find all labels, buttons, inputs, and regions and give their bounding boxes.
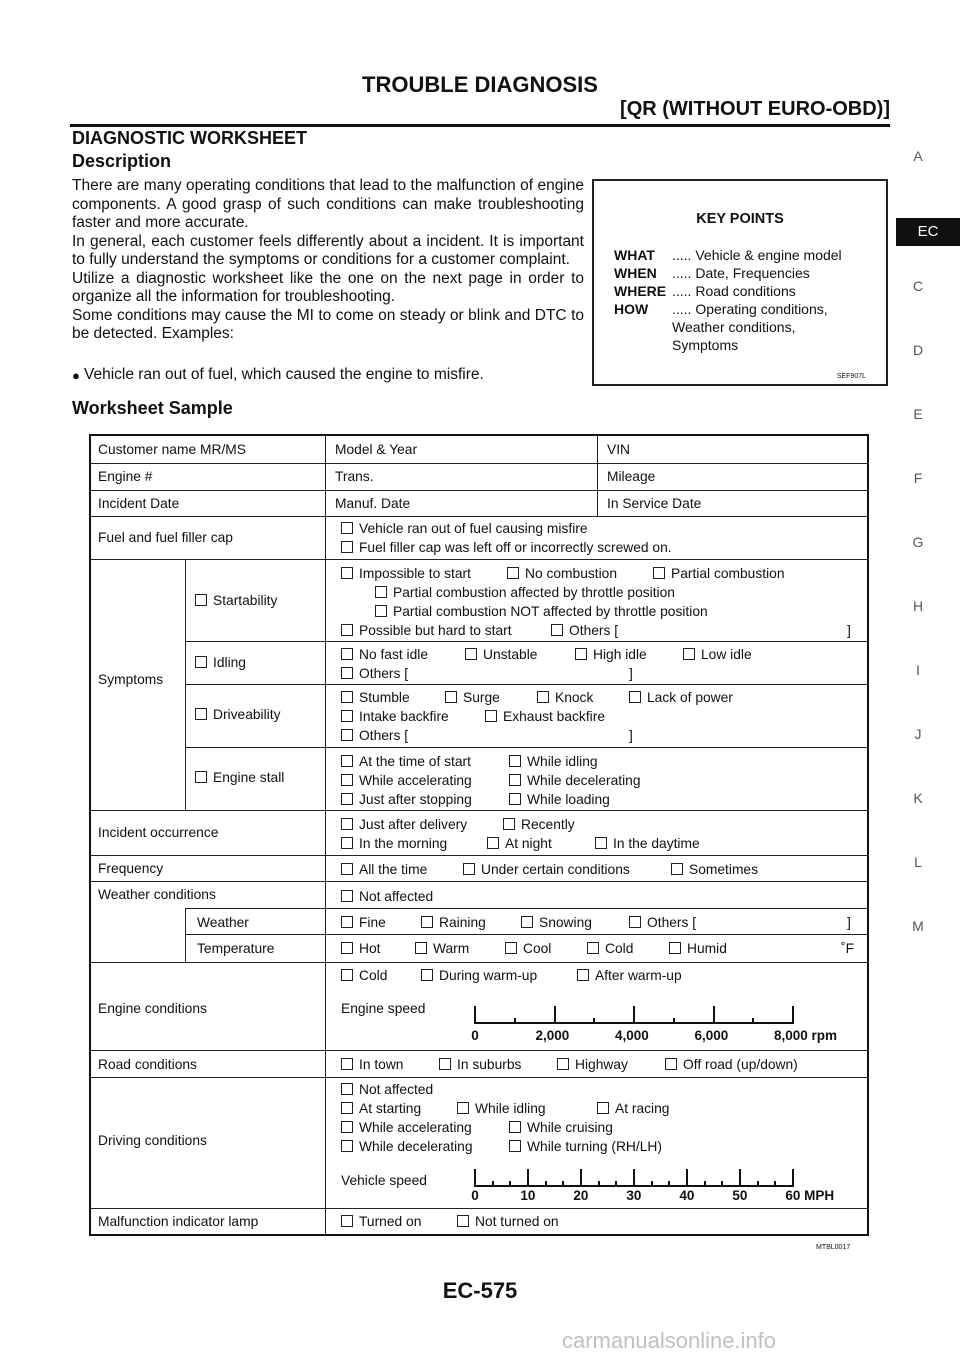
description-paragraph: There are many operating conditions that lead to the malfunction of engine components. A good grasp of such conditions can make troubleshooting faster and more accurate. xyxy=(72,177,584,231)
checkbox-option: Just after delivery xyxy=(341,817,467,832)
scale-tick xyxy=(792,1006,794,1024)
scale-tick xyxy=(554,1006,556,1024)
section-index-item[interactable]: G xyxy=(912,534,924,550)
section-index-item[interactable]: M xyxy=(912,918,924,934)
scale-label: 8,000 rpm xyxy=(774,1028,838,1043)
scale-label: 20 xyxy=(573,1188,589,1203)
checkbox-option: Warm xyxy=(415,941,469,956)
bracket-close: ] xyxy=(629,666,633,681)
table-rule xyxy=(91,1208,867,1209)
scale-tick xyxy=(514,1018,516,1024)
scale-tick xyxy=(527,1169,529,1187)
checkbox-option: Cool xyxy=(505,941,551,956)
checkbox-option: Others [ xyxy=(629,915,696,930)
checkbox-icon xyxy=(653,567,665,579)
section-index-item[interactable]: I xyxy=(916,662,920,678)
section-index-item[interactable]: D xyxy=(912,342,924,358)
diagnostic-worksheet xyxy=(89,434,869,1236)
checkbox-option: Others [ xyxy=(341,666,408,681)
checkbox-option: While accelerating xyxy=(341,1120,472,1135)
checkbox-icon xyxy=(457,1215,469,1227)
checkbox-option: Fine xyxy=(341,915,386,930)
key-point-row xyxy=(614,265,810,281)
description-paragraph: Some conditions may cause the MI to come on steady or blink and DTC to be detected. Examples: xyxy=(72,306,584,342)
scale-tick xyxy=(668,1181,670,1187)
checkbox-icon xyxy=(341,729,353,741)
checkbox-option: Cold xyxy=(587,941,633,956)
checkbox-option: High idle xyxy=(575,647,647,662)
checkbox-option: At night xyxy=(487,836,552,851)
field-label: Vehicle speed xyxy=(341,1173,427,1188)
checkbox-icon xyxy=(597,1102,609,1114)
scale-label: 4,000 xyxy=(615,1028,649,1043)
checkbox-icon xyxy=(551,624,563,636)
field-label: Symptoms xyxy=(98,672,164,687)
checkbox-icon xyxy=(341,916,353,928)
field-label: Mileage xyxy=(607,469,656,484)
section-index-item[interactable]: E xyxy=(913,406,923,422)
checkbox-option: Turned on xyxy=(341,1214,421,1229)
checkbox-option: All the time xyxy=(341,862,427,877)
scale-tick xyxy=(474,1006,476,1024)
checkbox-icon xyxy=(341,942,353,954)
checkbox-icon xyxy=(509,793,521,805)
scale-label: 40 xyxy=(679,1188,695,1203)
field-label: Trans. xyxy=(335,469,374,484)
field-label: Engine # xyxy=(98,469,153,484)
checkbox-icon xyxy=(195,708,207,720)
checkbox-icon xyxy=(415,942,427,954)
section-index-item[interactable]: J xyxy=(914,726,922,742)
key-point-value: ..... Date, Frequencies xyxy=(672,265,810,281)
scale-tick xyxy=(509,1181,511,1187)
field-label: In Service Date xyxy=(607,496,702,511)
checkbox-option: Exhaust backfire xyxy=(485,709,605,724)
checkbox-option: Vehicle ran out of fuel causing misfire xyxy=(341,521,588,536)
checkbox-icon xyxy=(629,916,641,928)
scale-tick xyxy=(562,1181,564,1187)
scale-tick xyxy=(580,1169,582,1187)
worksheet-heading: Worksheet Sample xyxy=(72,398,233,418)
key-point-row xyxy=(614,337,738,353)
scale-tick xyxy=(721,1181,723,1187)
field-label: Temperature xyxy=(197,941,275,956)
temperature-unit: ˚F xyxy=(841,941,855,956)
checkbox-option: While idling xyxy=(457,1101,546,1116)
scale-tick xyxy=(633,1006,635,1024)
checkbox-icon xyxy=(195,771,207,783)
key-point-row xyxy=(614,319,795,335)
checkbox-option: Partial combustion xyxy=(653,566,785,581)
checkbox-icon xyxy=(683,648,695,660)
scale-tick xyxy=(686,1169,688,1187)
key-point-key: WHAT xyxy=(614,247,655,263)
checkbox-icon xyxy=(457,1102,469,1114)
scale-label: 2,000 xyxy=(535,1028,570,1043)
checkbox-icon xyxy=(341,1058,353,1070)
checkbox-icon xyxy=(507,567,519,579)
checkbox-option: Not turned on xyxy=(457,1214,559,1229)
checkbox-icon xyxy=(341,648,353,660)
section-title: DIAGNOSTIC WORKSHEET xyxy=(72,128,308,148)
field-label: Fuel and fuel filler cap xyxy=(98,530,233,545)
checkbox-icon xyxy=(341,1102,353,1114)
scale-tick xyxy=(545,1181,547,1187)
checkbox-option: At racing xyxy=(597,1101,669,1116)
description-text xyxy=(72,177,584,344)
checkbox-icon xyxy=(341,710,353,722)
field-label: Road conditions xyxy=(98,1057,197,1072)
checkbox-option: During warm-up xyxy=(421,968,537,983)
key-points-title: KEY POINTS xyxy=(696,211,784,227)
checkbox-option: Unstable xyxy=(465,647,537,662)
checkbox-icon xyxy=(665,1058,677,1070)
checkbox-option: While decelerating xyxy=(509,773,641,788)
table-rule xyxy=(185,934,867,935)
checkbox-option: While turning (RH/LH) xyxy=(509,1139,662,1154)
scale-label: 0 xyxy=(471,1028,479,1043)
checkbox-icon xyxy=(341,755,353,767)
checkbox-icon xyxy=(341,863,353,875)
checkbox-icon xyxy=(509,1140,521,1152)
checkbox-icon xyxy=(341,624,353,636)
table-rule xyxy=(185,641,867,642)
checkbox-icon xyxy=(341,969,353,981)
bracket-close: ] xyxy=(847,623,851,638)
scale-label: 60 MPH xyxy=(785,1188,835,1203)
key-point-row xyxy=(614,247,842,263)
table-rule xyxy=(91,855,867,856)
scale-label: 6,000 xyxy=(694,1028,729,1043)
field-label: Malfunction indicator lamp xyxy=(98,1214,259,1229)
checkbox-option: Driveability xyxy=(195,707,280,722)
scale-tick xyxy=(739,1169,741,1187)
checkbox-icon xyxy=(421,969,433,981)
field-label: Incident Date xyxy=(98,496,180,511)
checkbox-option: Partial combustion NOT affected by throttle position xyxy=(375,604,708,619)
table-rule xyxy=(91,559,867,560)
bracket-close: ] xyxy=(847,915,851,930)
checkbox-icon xyxy=(341,567,353,579)
description-bullet: Vehicle ran out of fuel, which caused the engine to misfire. xyxy=(84,366,484,383)
table-rule xyxy=(91,881,867,882)
description-paragraph: Utilize a diagnostic worksheet like the one on the next page in order to organize all the information for troubleshooting. xyxy=(72,269,584,305)
checkbox-icon xyxy=(505,942,517,954)
key-point-row xyxy=(614,283,796,299)
checkbox-option: Highway xyxy=(557,1057,628,1072)
checkbox-icon xyxy=(587,942,599,954)
checkbox-icon xyxy=(341,1121,353,1133)
scale-tick xyxy=(752,1018,754,1024)
checkbox-icon xyxy=(557,1058,569,1070)
checkbox-icon xyxy=(503,818,515,830)
checkbox-icon xyxy=(465,648,477,660)
checkbox-icon xyxy=(509,755,521,767)
checkbox-option: Not affected xyxy=(341,889,433,904)
scale-tick xyxy=(633,1169,635,1187)
checkbox-icon xyxy=(577,969,589,981)
section-index-item[interactable]: H xyxy=(912,598,924,614)
key-point-key: WHEN xyxy=(614,265,657,281)
field-label: VIN xyxy=(607,442,630,457)
checkbox-icon xyxy=(341,1215,353,1227)
checkbox-option: Intake backfire xyxy=(341,709,449,724)
watermark: carmanualsonline.info xyxy=(562,1328,777,1353)
checkbox-icon xyxy=(509,774,521,786)
scale-tick xyxy=(598,1181,600,1187)
field-label: Engine speed xyxy=(341,1001,426,1016)
description-heading: Description xyxy=(72,151,172,171)
checkbox-option: Stumble xyxy=(341,690,410,705)
checkbox-icon xyxy=(341,1083,353,1095)
field-label: Driving conditions xyxy=(98,1133,207,1148)
checkbox-option: In the morning xyxy=(341,836,447,851)
checkbox-icon xyxy=(341,1140,353,1152)
checkbox-option: While idling xyxy=(509,754,598,769)
key-point-value: Weather conditions, xyxy=(672,319,796,335)
checkbox-option: Cold xyxy=(341,968,387,983)
checkbox-icon xyxy=(195,594,207,606)
scale-tick xyxy=(792,1169,794,1187)
section-index-item[interactable]: F xyxy=(913,470,923,486)
table-rule xyxy=(185,684,867,685)
scale-tick xyxy=(492,1181,494,1187)
checkbox-option: Surge xyxy=(445,690,500,705)
checkbox-option: No combustion xyxy=(507,566,617,581)
figure-code: SEF907L xyxy=(836,373,866,380)
field-label: Engine conditions xyxy=(98,1001,207,1016)
key-point-key: HOW xyxy=(614,301,649,317)
field-label: Frequency xyxy=(98,861,164,876)
table-rule xyxy=(185,908,867,909)
section-index-item-active[interactable]: EC xyxy=(896,218,960,246)
section-index-item[interactable]: C xyxy=(912,278,924,294)
table-rule xyxy=(91,490,867,491)
engine-speed-scale xyxy=(475,1006,793,1024)
checkbox-icon xyxy=(341,818,353,830)
section-index-item[interactable]: A xyxy=(913,148,923,164)
checkbox-icon xyxy=(341,837,353,849)
checkbox-option: Possible but hard to start xyxy=(341,623,512,638)
checkbox-option: Humid xyxy=(669,941,727,956)
table-rule xyxy=(91,1077,867,1078)
checkbox-option: At the time of start xyxy=(341,754,471,769)
checkbox-option: While cruising xyxy=(509,1120,613,1135)
key-point-value: ..... Operating conditions, xyxy=(672,301,828,317)
checkbox-icon xyxy=(485,710,497,722)
scale-tick xyxy=(593,1018,595,1024)
field-label: Manuf. Date xyxy=(335,496,411,511)
checkbox-icon xyxy=(487,837,499,849)
checkbox-option: Partial combustion affected by throttle position xyxy=(375,585,675,600)
checkbox-icon xyxy=(629,691,641,703)
checkbox-icon xyxy=(575,648,587,660)
table-rule xyxy=(91,1050,867,1051)
checkbox-icon xyxy=(375,605,387,617)
checkbox-option: Others [ xyxy=(551,623,618,638)
checkbox-option: Recently xyxy=(503,817,575,832)
key-point-key: WHERE xyxy=(614,283,667,299)
checkbox-icon xyxy=(521,916,533,928)
checkbox-icon xyxy=(375,586,387,598)
checkbox-option: Raining xyxy=(421,915,486,930)
checkbox-icon xyxy=(341,793,353,805)
checkbox-option: In town xyxy=(341,1057,403,1072)
scale-tick xyxy=(713,1006,715,1024)
table-rule xyxy=(91,962,867,963)
checkbox-icon xyxy=(445,691,457,703)
table-rule xyxy=(597,436,598,516)
checkbox-option: After warm-up xyxy=(577,968,682,983)
page-number: EC-575 xyxy=(442,1278,518,1303)
checkbox-option: Startability xyxy=(195,593,277,608)
checkbox-option: No fast idle xyxy=(341,647,428,662)
key-points-box xyxy=(592,179,888,386)
figure-code: MTBL0017 xyxy=(816,1244,851,1251)
table-rule xyxy=(91,463,867,464)
checkbox-option: Not affected xyxy=(341,1082,433,1097)
vehicle-speed-scale xyxy=(475,1169,793,1187)
table-rule xyxy=(325,436,326,1236)
checkbox-icon xyxy=(421,916,433,928)
checkbox-icon xyxy=(341,890,353,902)
page-header-subtitle: [QR (WITHOUT EURO-OBD)] xyxy=(620,98,890,120)
key-point-value: Symptoms xyxy=(672,337,739,353)
scale-tick xyxy=(673,1018,675,1024)
field-label: Model & Year xyxy=(335,442,418,457)
scale-label: 30 xyxy=(626,1188,642,1203)
scale-tick xyxy=(474,1169,476,1187)
checkbox-option: While decelerating xyxy=(341,1139,473,1154)
field-label: Customer name MR/MS xyxy=(98,442,246,457)
table-rule xyxy=(185,747,867,748)
checkbox-option: Lack of power xyxy=(629,690,733,705)
checkbox-icon xyxy=(341,667,353,679)
checkbox-icon xyxy=(341,774,353,786)
bullet-icon: ● xyxy=(72,368,80,383)
checkbox-icon xyxy=(669,942,681,954)
checkbox-option: Idling xyxy=(195,655,246,670)
section-index-item[interactable]: L xyxy=(914,854,922,870)
checkbox-option: Just after stopping xyxy=(341,792,472,807)
checkbox-icon xyxy=(537,691,549,703)
scale-tick xyxy=(774,1181,776,1187)
scale-label: 10 xyxy=(520,1188,536,1203)
checkbox-option: Impossible to start xyxy=(341,566,471,581)
field-label: Weather conditions xyxy=(98,887,216,902)
checkbox-option: Engine stall xyxy=(195,770,284,785)
scale-label: 50 xyxy=(732,1188,748,1203)
checkbox-option: Snowing xyxy=(521,915,592,930)
table-rule xyxy=(91,516,867,517)
checkbox-icon xyxy=(341,522,353,534)
table-rule xyxy=(91,810,867,811)
bracket-close: ] xyxy=(629,728,633,743)
table-rule xyxy=(185,908,186,962)
scale-tick xyxy=(757,1181,759,1187)
checkbox-icon xyxy=(341,541,353,553)
description-paragraph: In general, each customer feels differently about a incident. It is important to fully understand the symptoms or conditions for a customer complaint. xyxy=(72,232,584,268)
section-index-item[interactable]: K xyxy=(913,790,923,806)
checkbox-option: Sometimes xyxy=(671,862,758,877)
checkbox-option: In the daytime xyxy=(595,836,700,851)
checkbox-icon xyxy=(595,837,607,849)
page-header-title: TROUBLE DIAGNOSIS xyxy=(362,72,598,97)
checkbox-icon xyxy=(195,656,207,668)
checkbox-option: While loading xyxy=(509,792,610,807)
checkbox-icon xyxy=(341,691,353,703)
field-label: Incident occurrence xyxy=(98,825,219,840)
key-point-value: ..... Vehicle & engine model xyxy=(672,247,842,263)
checkbox-icon xyxy=(509,1121,521,1133)
scale-tick xyxy=(615,1181,617,1187)
checkbox-option: Fuel filler cap was left off or incorrectly screwed on. xyxy=(341,540,672,555)
header-rule xyxy=(70,124,890,127)
scale-tick xyxy=(704,1181,706,1187)
checkbox-icon xyxy=(439,1058,451,1070)
checkbox-option: At starting xyxy=(341,1101,421,1116)
checkbox-option: Off road (up/down) xyxy=(665,1057,798,1072)
checkbox-option: In suburbs xyxy=(439,1057,521,1072)
checkbox-option: Low idle xyxy=(683,647,752,662)
scale-tick xyxy=(651,1181,653,1187)
field-label: Weather xyxy=(197,915,249,930)
table-rule xyxy=(185,559,186,810)
checkbox-option: Knock xyxy=(537,690,593,705)
checkbox-option: While accelerating xyxy=(341,773,472,788)
key-point-row xyxy=(614,301,828,317)
checkbox-option: Hot xyxy=(341,941,380,956)
checkbox-option: Others [ xyxy=(341,728,408,743)
checkbox-icon xyxy=(463,863,475,875)
checkbox-option: Under certain conditions xyxy=(463,862,630,877)
checkbox-icon xyxy=(671,863,683,875)
scale-label: 0 xyxy=(471,1188,479,1203)
key-point-value: ..... Road conditions xyxy=(672,283,796,299)
